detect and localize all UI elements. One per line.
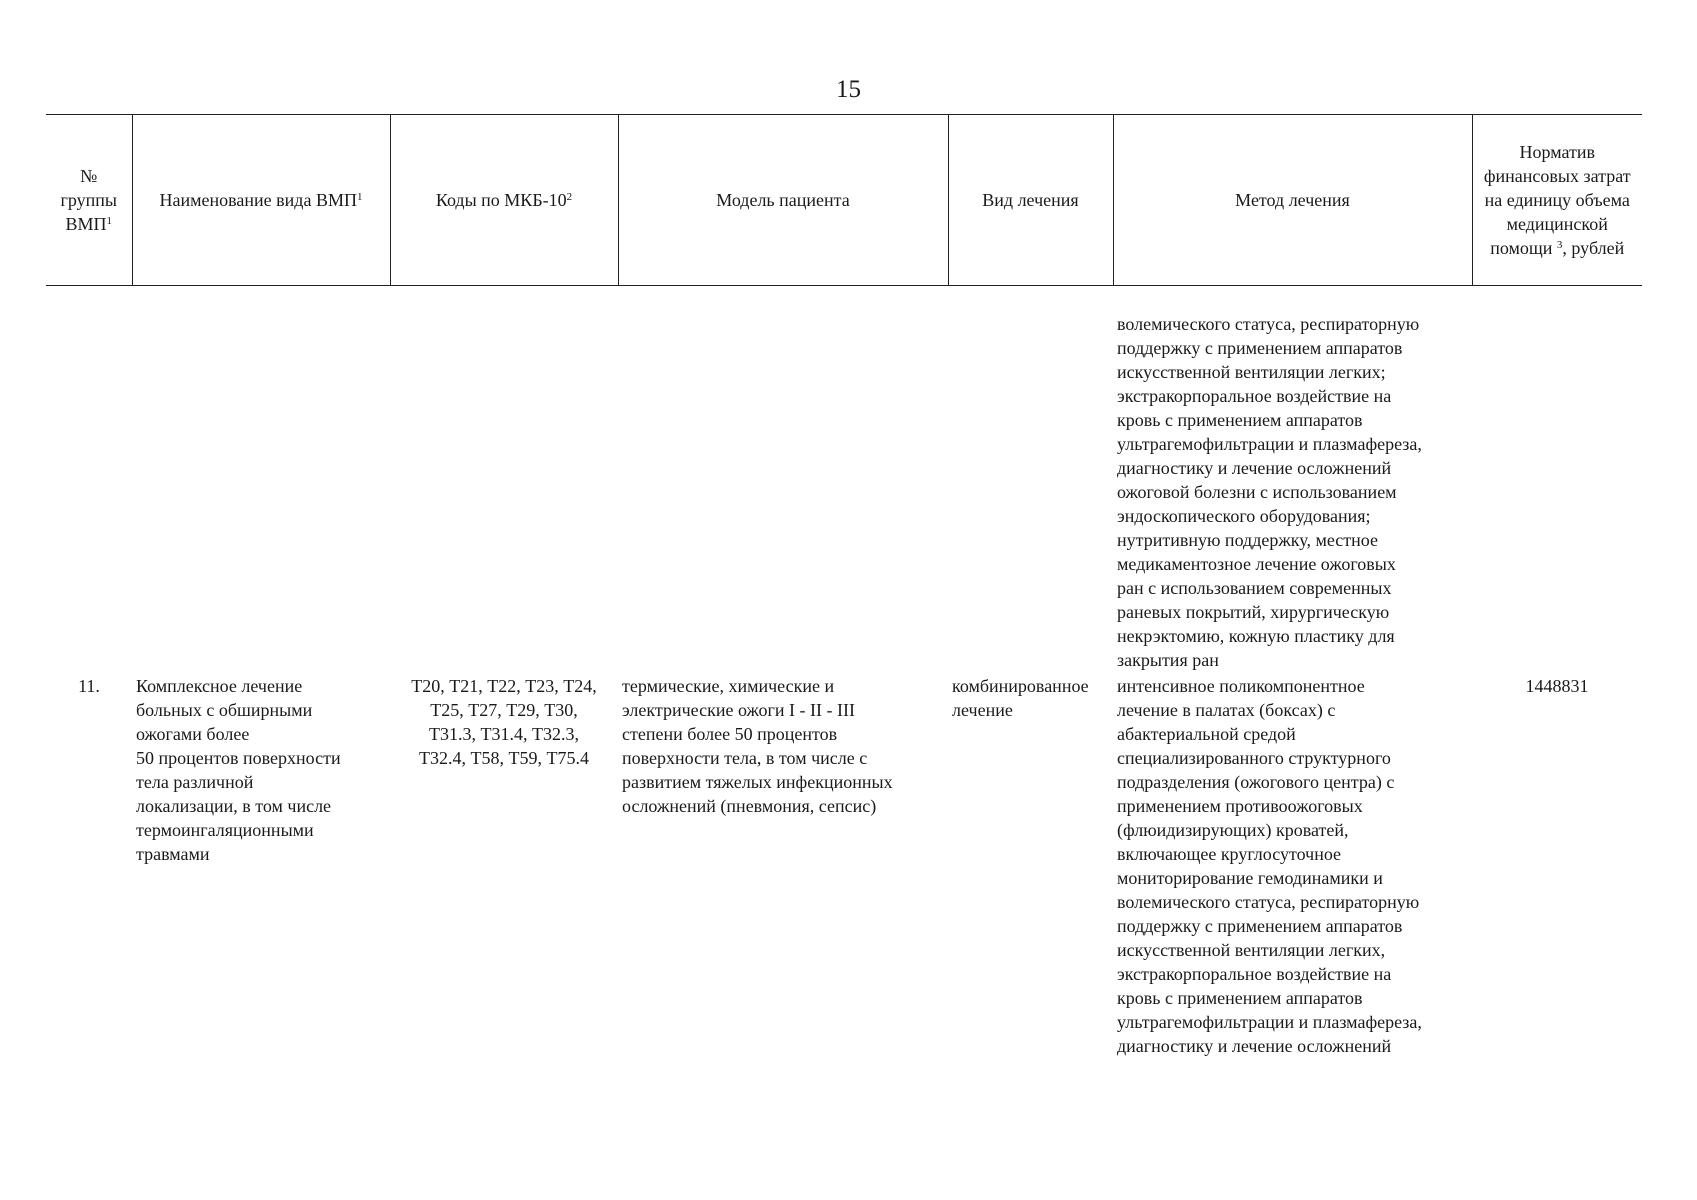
- header-model: Модель пациента: [618, 115, 948, 286]
- vmp-table: [46, 114, 1642, 1058]
- row-treatment-type: комбинированное лечение: [952, 676, 1089, 720]
- row-method: интенсивное поликомпонентное лечение в палатах (боксах) с абактериальной средой специализированного структурного подразделения (ожогового центра) с применением противоожоговых (флюидизирующих) кроватей, включающее круглосуточное мониторирование гемодинамики и волемического статуса, респираторную поддержку с применением аппаратов искусственной вентиляции легких, экстракорпоральное воздействие на кровь с применением аппаратов ультрагемофильтрации и плазмафереза, диагностику и лечение осложнений: [1117, 676, 1422, 1056]
- table-row: [46, 672, 1642, 1058]
- header-codes: Коды по МКБ-$10^2$: [390, 115, 618, 286]
- row-codes: Т20, Т21, Т22, Т23, Т24, Т25, Т27, Т29, Т30, Т31.3, Т31.4, Т32.3, Т32.4, Т58, Т59, Т75.4: [411, 676, 597, 768]
- header-row: [46, 115, 1642, 286]
- header-name: Наименование вида ВМП$^1$: [132, 115, 390, 286]
- continuation-row: [46, 286, 1642, 673]
- header-group-no: № группы ВМП$^1$: [46, 115, 132, 286]
- row-model: термические, химические и электрические ожоги I - II - III степени более 50 процентов поверхности тела, в том числе с развитием тяжелых инфекционных осложнений (пневмония, сепсис): [622, 676, 893, 816]
- row-number: 11.: [78, 676, 100, 696]
- page-number: 15: [836, 76, 861, 103]
- header-treatment-type: Вид лечения: [948, 115, 1113, 286]
- row-cost: 1448831: [1525, 676, 1589, 696]
- row-name: Комплексное лечение больных с обширными ожогами более 50 процентов поверхности тела различной локализации, в том числе термоингаляционными травмами: [136, 676, 341, 864]
- header-cost: Норматив финансовых затрат на единицу объема медицинской помощи $^3$, рублей: [1472, 115, 1642, 286]
- header-method: Метод лечения: [1113, 115, 1472, 286]
- continuation-method-cell: волемического статуса, респираторную поддержку с применением аппаратов искусственной вентиляции легких; экстракорпоральное воздействие на кровь с применением аппаратов ультрагемофильтрации и плазмафереза, диагностику и лечение осложнений ожоговой болезни с использованием эндоскопического оборудования; нутритивную поддержку, местное медикаментозное лечение ожоговых ран с использованием современных раневых покрытий, хирургическую некрэктомию, кожную пластику для закрытия ран: [1117, 314, 1422, 670]
